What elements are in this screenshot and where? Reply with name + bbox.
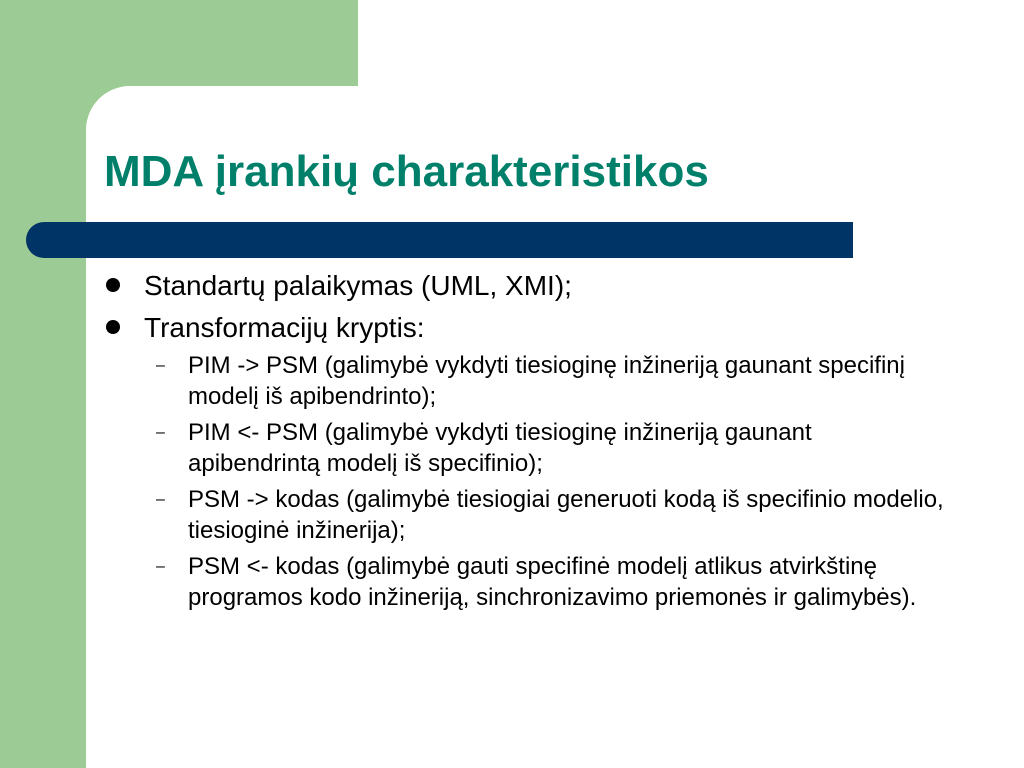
bullet-list — [104, 266, 984, 618]
bullet-dot-icon — [106, 320, 120, 334]
subitem-text: PSM -> kodas (galimybė tiesiogiai generuoti kodą iš specifinio modelio, tiesioginė inžinerija); — [188, 486, 944, 544]
subitem-text: PIM -> PSM (galimybė vykdyti tiesioginę inžineriją gaunant specifinį modelį iš apibendrinto); — [188, 352, 905, 410]
subitem-text: PSM <- kodas (galimybė gauti specifinė modelį atlikus atvirkštinę programos kodo inžineriją, sinchronizavimo priemonės ir galimybės). — [188, 553, 917, 611]
bullet-item-transformations — [104, 308, 984, 348]
subitem-pim-to-psm — [104, 350, 948, 412]
bullet-text: Standartų palaikymas (UML, XMI); — [144, 270, 572, 301]
subitem-code-to-psm — [104, 551, 948, 613]
subitem-text: PIM <- PSM (galimybė vykdyti tiesioginę inžineriją gaunant apibendrintą modelį iš specifinio); — [188, 419, 812, 477]
title-accent-bar — [26, 222, 853, 258]
dash-icon: – — [156, 558, 165, 575]
bullet-item-standards — [104, 266, 984, 306]
subitem-psm-to-code — [104, 484, 948, 546]
dash-icon: – — [156, 424, 165, 441]
bullet-text: Transformacijų kryptis: — [144, 312, 425, 343]
dash-icon: – — [156, 491, 165, 508]
bullet-dot-icon — [106, 278, 120, 292]
subitem-psm-to-pim — [104, 417, 948, 479]
slide-title: MDA įrankių charakteristikos — [104, 147, 709, 196]
dash-icon: – — [156, 357, 165, 374]
